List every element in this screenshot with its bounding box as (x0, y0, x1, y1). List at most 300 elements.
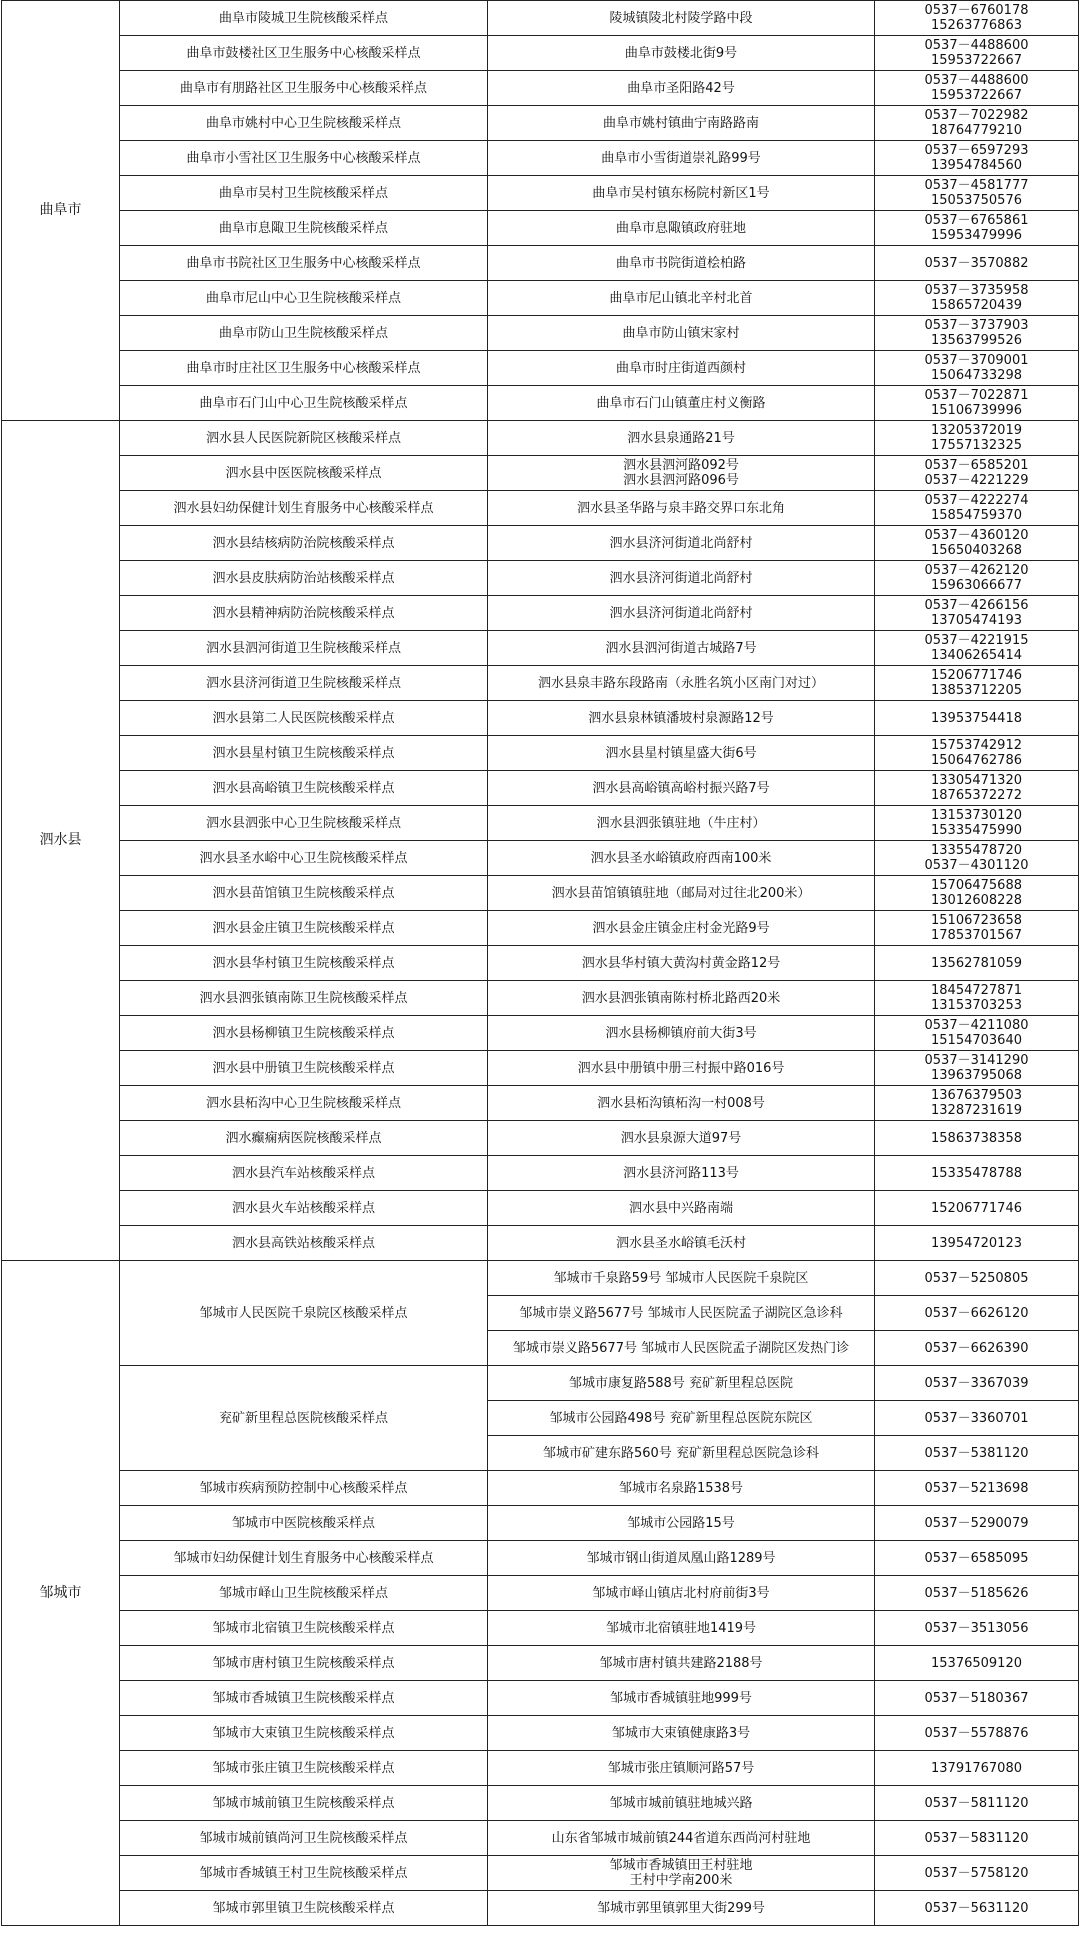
site-name-cell: 泗水县妇幼保健计划生育服务中心核酸采样点 (120, 491, 488, 526)
table-row (2, 806, 1079, 841)
site-name-cell: 泗水县汽车站核酸采样点 (120, 1156, 488, 1191)
table-row (2, 1611, 1079, 1646)
phone-number: 0537－5250805 (924, 1270, 1029, 1286)
address-line: 邹城市香城镇驻地999号 (610, 1690, 752, 1706)
address-cell (488, 1366, 875, 1401)
address-cell (488, 246, 875, 281)
phone-cell (875, 1016, 1079, 1051)
phone-number: 18765372272 (931, 788, 1022, 803)
site-name-cell: 曲阜市吴村卫生院核酸采样点 (120, 176, 488, 211)
phone-cell (875, 1366, 1079, 1401)
address-cell (488, 1156, 875, 1191)
phone-cell (875, 106, 1079, 141)
phone-number: 17853701567 (931, 928, 1022, 943)
table-row (2, 351, 1079, 386)
phone-number: 15206771746 (931, 668, 1022, 683)
address-line: 曲阜市书院街道桧柏路 (615, 255, 746, 271)
site-name-cell: 曲阜市尼山中心卫生院核酸采样点 (120, 281, 488, 316)
address-cell (488, 421, 875, 456)
phone-number: 15953479996 (931, 228, 1022, 243)
phone-number: 15154703640 (931, 1033, 1022, 1048)
phone-number: 15963066677 (931, 578, 1022, 593)
address-cell (488, 701, 875, 736)
phone-number: 18764779210 (931, 123, 1022, 138)
phone-cell (875, 631, 1079, 666)
phone-number: 0537－5213698 (924, 1480, 1029, 1496)
address-line: 泗水县泗张镇南陈村桥北路西20米 (581, 990, 781, 1006)
site-name-cell: 泗水县济河街道卫生院核酸采样点 (120, 666, 488, 701)
phone-number: 13153730120 (931, 808, 1022, 823)
site-name-cell: 泗水癫痫病医院核酸采样点 (120, 1121, 488, 1156)
site-name-cell: 泗水县高峪镇卫生院核酸采样点 (120, 771, 488, 806)
phone-number: 15206771746 (931, 1200, 1022, 1216)
address-line: 泗水县圣水峪镇毛沃村 (615, 1235, 746, 1251)
sampling-sites-body (2, 1, 1079, 1926)
phone-cell (875, 176, 1079, 211)
address-cell (488, 1856, 875, 1891)
phone-number: 0537－4488600 (924, 38, 1029, 53)
site-name-cell: 泗水县人民医院新院区核酸采样点 (120, 421, 488, 456)
address-cell (488, 561, 875, 596)
site-name-cell: 泗水县皮肤病防治站核酸采样点 (120, 561, 488, 596)
address-cell (488, 1331, 875, 1366)
site-name-cell: 邹城市香城镇王村卫生院核酸采样点 (120, 1856, 488, 1891)
phone-cell (875, 1191, 1079, 1226)
phone-cell (875, 1821, 1079, 1856)
phone-number: 15335478788 (931, 1165, 1022, 1181)
phone-number: 13705474193 (931, 613, 1022, 628)
address-line: 邹城市张庄镇顺河路57号 (607, 1760, 755, 1776)
phone-cell (875, 1226, 1079, 1261)
phone-cell (875, 771, 1079, 806)
address-line: 邹城市钢山街道凤凰山路1289号 (586, 1550, 776, 1566)
table-row (2, 911, 1079, 946)
table-row (2, 876, 1079, 911)
phone-cell (875, 386, 1079, 421)
address-line: 泗水县苗馆镇镇驻地（邮局对过往北200米） (551, 885, 811, 901)
phone-number: 0537－4211080 (924, 1018, 1029, 1033)
phone-number: 0537－4221229 (924, 473, 1029, 488)
area-cell: 曲阜市 (2, 1, 120, 421)
phone-number: 15064733298 (931, 368, 1022, 383)
table-row (2, 176, 1079, 211)
phone-number: 0537－4221915 (924, 633, 1029, 648)
site-name-cell: 泗水县泗张镇南陈卫生院核酸采样点 (120, 981, 488, 1016)
phone-cell (875, 526, 1079, 561)
address-cell (488, 1576, 875, 1611)
table-row (2, 1646, 1079, 1681)
phone-number: 13562781059 (931, 955, 1022, 971)
address-cell (488, 946, 875, 981)
address-line: 曲阜市息陬镇政府驻地 (615, 220, 746, 236)
address-cell (488, 1436, 875, 1471)
phone-cell (875, 806, 1079, 841)
phone-number: 15376509120 (931, 1655, 1022, 1671)
phone-number: 0537－7022871 (924, 388, 1029, 403)
phone-cell (875, 1121, 1079, 1156)
address-line: 泗水县圣华路与泉丰路交界口东北角 (576, 500, 785, 516)
address-line: 曲阜市姚村镇曲宁南路路南 (602, 115, 759, 131)
phone-number: 0537－3737903 (924, 318, 1029, 333)
phone-number: 15753742912 (931, 738, 1022, 753)
table-row (2, 106, 1079, 141)
site-name-cell: 曲阜市石门山中心卫生院核酸采样点 (120, 386, 488, 421)
address-line: 邹城市崇义路5677号 邹城市人民医院孟子湖院区发热门诊 (512, 1340, 850, 1356)
table-row (2, 211, 1079, 246)
site-name-cell: 泗水县金庄镇卫生院核酸采样点 (120, 911, 488, 946)
address-cell (488, 1086, 875, 1121)
sampling-sites-table (1, 0, 1079, 1926)
phone-cell (875, 1786, 1079, 1821)
address-line: 曲阜市时庄街道西颜村 (615, 360, 746, 376)
table-row (2, 1156, 1079, 1191)
table-row (2, 631, 1079, 666)
table-row (2, 1366, 1079, 1401)
phone-number: 13953754418 (931, 710, 1022, 726)
phone-number: 15650403268 (931, 543, 1022, 558)
phone-cell (875, 1856, 1079, 1891)
phone-cell (875, 456, 1079, 491)
address-cell (488, 1541, 875, 1576)
phone-number: 13563799526 (931, 333, 1022, 348)
phone-number: 0537－4262120 (924, 563, 1029, 578)
phone-cell (875, 1646, 1079, 1681)
phone-cell (875, 1401, 1079, 1436)
site-name-cell: 泗水县高铁站核酸采样点 (120, 1226, 488, 1261)
site-name-cell: 曲阜市时庄社区卫生服务中心核酸采样点 (120, 351, 488, 386)
phone-cell (875, 841, 1079, 876)
phone-cell (875, 71, 1079, 106)
address-line: 曲阜市小雪街道崇礼路99号 (601, 150, 761, 166)
phone-number: 15263776863 (931, 18, 1022, 33)
address-line: 泗水县泉林镇潘坡村泉源路12号 (588, 710, 774, 726)
phone-number: 0537－6765861 (924, 213, 1029, 228)
site-name-cell: 泗水县结核病防治院核酸采样点 (120, 526, 488, 561)
table-row (2, 281, 1079, 316)
address-line: 邹城市公园路498号 兖矿新里程总医院东院区 (549, 1410, 813, 1426)
phone-number: 13676379503 (931, 1088, 1022, 1103)
table-row (2, 1016, 1079, 1051)
address-line: 曲阜市吴村镇东杨院村新区1号 (592, 185, 770, 201)
site-name-cell: 泗水县精神病防治院核酸采样点 (120, 596, 488, 631)
phone-cell (875, 141, 1079, 176)
table-row (2, 736, 1079, 771)
address-cell (488, 1226, 875, 1261)
address-cell (488, 1646, 875, 1681)
phone-cell (875, 1051, 1079, 1086)
table-row (2, 1891, 1079, 1926)
site-name-cell: 邹城市城前镇卫生院核酸采样点 (120, 1786, 488, 1821)
phone-cell (875, 211, 1079, 246)
phone-cell (875, 1436, 1079, 1471)
phone-number: 0537－6626390 (924, 1340, 1029, 1356)
address-cell (488, 631, 875, 666)
address-cell (488, 1261, 875, 1296)
phone-number: 13954720123 (931, 1235, 1022, 1251)
phone-number: 13305471320 (931, 773, 1022, 788)
phone-number: 0537－4360120 (924, 528, 1029, 543)
phone-number: 13153703253 (931, 998, 1022, 1013)
address-line: 曲阜市圣阳路42号 (627, 80, 735, 96)
table-row (2, 386, 1079, 421)
address-cell (488, 281, 875, 316)
address-cell (488, 1, 875, 36)
site-name-cell: 曲阜市陵城卫生院核酸采样点 (120, 1, 488, 36)
phone-number: 13355478720 (931, 843, 1022, 858)
phone-number: 17557132325 (931, 438, 1022, 453)
phone-number: 15953722667 (931, 53, 1022, 68)
address-cell (488, 1051, 875, 1086)
site-name-cell: 泗水县苗馆镇卫生院核酸采样点 (120, 876, 488, 911)
table-row (2, 456, 1079, 491)
site-name-cell: 曲阜市鼓楼社区卫生服务中心核酸采样点 (120, 36, 488, 71)
phone-cell (875, 281, 1079, 316)
phone-cell (875, 1471, 1079, 1506)
phone-cell (875, 911, 1079, 946)
address-line: 泗水县泉通路21号 (627, 430, 735, 446)
address-line: 邹城市崇义路5677号 邹城市人民医院孟子湖院区急诊科 (519, 1305, 843, 1321)
phone-cell (875, 1576, 1079, 1611)
phone-number: 0537－4266156 (924, 598, 1029, 613)
table-row (2, 1086, 1079, 1121)
table-row (2, 1821, 1079, 1856)
phone-number: 13853712205 (931, 683, 1022, 698)
table-row (2, 71, 1079, 106)
phone-number: 0537－3141290 (924, 1053, 1029, 1068)
phone-number: 13954784560 (931, 158, 1022, 173)
phone-cell (875, 1891, 1079, 1926)
address-cell (488, 1121, 875, 1156)
phone-cell (875, 351, 1079, 386)
site-name-cell: 泗水县火车站核酸采样点 (120, 1191, 488, 1226)
table-row (2, 36, 1079, 71)
address-line: 陵城镇陵北村陵学路中段 (609, 10, 753, 26)
site-name-cell: 泗水县柘沟中心卫生院核酸采样点 (120, 1086, 488, 1121)
phone-number: 0537－6585201 (924, 458, 1029, 473)
address-cell (488, 981, 875, 1016)
table-row (2, 946, 1079, 981)
address-line: 泗水县星村镇星盛大街6号 (605, 745, 757, 761)
site-name-cell: 泗水县泗河街道卫生院核酸采样点 (120, 631, 488, 666)
table-row (2, 1191, 1079, 1226)
site-name-cell: 曲阜市姚村中心卫生院核酸采样点 (120, 106, 488, 141)
address-line: 邹城市矿建东路560号 兖矿新里程总医院急诊科 (543, 1445, 819, 1461)
phone-cell (875, 1681, 1079, 1716)
phone-number: 15064762786 (931, 753, 1022, 768)
address-cell (488, 1751, 875, 1786)
address-cell (488, 736, 875, 771)
phone-cell (875, 1751, 1079, 1786)
address-cell (488, 211, 875, 246)
phone-number: 0537－5185626 (924, 1585, 1029, 1601)
address-cell (488, 106, 875, 141)
address-cell (488, 1016, 875, 1051)
address-cell (488, 1611, 875, 1646)
table-row (2, 1681, 1079, 1716)
phone-cell (875, 1261, 1079, 1296)
phone-number: 0537－3735958 (924, 283, 1029, 298)
phone-number: 0537－3367039 (924, 1375, 1029, 1391)
table-row (2, 1716, 1079, 1751)
address-line: 泗水县柘沟镇柘沟一村008号 (597, 1095, 765, 1111)
address-line: 泗水县华村镇大黄沟村黄金路12号 (581, 955, 781, 971)
address-line: 泗水县泗河路092号 (623, 458, 739, 473)
phone-number: 0537－3709001 (924, 353, 1029, 368)
table-row (2, 1471, 1079, 1506)
site-name-cell: 曲阜市息陬卫生院核酸采样点 (120, 211, 488, 246)
site-name-cell: 泗水县第二人民医院核酸采样点 (120, 701, 488, 736)
phone-cell (875, 36, 1079, 71)
site-name-cell: 邹城市峄山卫生院核酸采样点 (120, 1576, 488, 1611)
phone-number: 0537－5290079 (924, 1515, 1029, 1531)
table-row (2, 1576, 1079, 1611)
site-name-cell: 泗水县泗张中心卫生院核酸采样点 (120, 806, 488, 841)
phone-number: 15953722667 (931, 88, 1022, 103)
phone-number: 15053750576 (931, 193, 1022, 208)
table-row (2, 1, 1079, 36)
site-name-cell: 兖矿新里程总医院核酸采样点 (120, 1366, 488, 1471)
table-row (2, 491, 1079, 526)
address-line: 邹城市峄山镇店北村府前街3号 (592, 1585, 770, 1601)
address-line: 泗水县金庄镇金庄村金光路9号 (592, 920, 770, 936)
phone-cell (875, 701, 1079, 736)
site-name-cell: 泗水县星村镇卫生院核酸采样点 (120, 736, 488, 771)
address-line: 泗水县济河街道北尚舒村 (609, 605, 753, 621)
table-row (2, 1506, 1079, 1541)
phone-cell (875, 596, 1079, 631)
address-cell (488, 526, 875, 561)
address-line: 泗水县泉丰路东段路南（永胜名筑小区南门对过） (537, 675, 824, 691)
address-line: 泗水县济河街道北尚舒村 (609, 570, 753, 586)
phone-number: 0537－4488600 (924, 73, 1029, 88)
address-line: 泗水县济河街道北尚舒村 (609, 535, 753, 551)
site-name-cell: 邹城市唐村镇卫生院核酸采样点 (120, 1646, 488, 1681)
phone-number: 0537－5578876 (924, 1725, 1029, 1741)
address-cell (488, 1296, 875, 1331)
site-name-cell: 曲阜市有朋路社区卫生服务中心核酸采样点 (120, 71, 488, 106)
address-line: 邹城市千泉路59号 邹城市人民医院千泉院区 (553, 1270, 809, 1286)
site-name-cell: 曲阜市防山卫生院核酸采样点 (120, 316, 488, 351)
address-cell (488, 666, 875, 701)
phone-number: 0537－7022982 (924, 108, 1029, 123)
phone-cell (875, 1611, 1079, 1646)
phone-cell (875, 1506, 1079, 1541)
phone-number: 15106739996 (931, 403, 1022, 418)
phone-number: 13963795068 (931, 1068, 1022, 1083)
site-name-cell: 邹城市张庄镇卫生院核酸采样点 (120, 1751, 488, 1786)
phone-number: 13791767080 (931, 1760, 1022, 1776)
address-line: 曲阜市尼山镇北辛村北首 (609, 290, 753, 306)
address-line: 邹城市北宿镇驻地1419号 (605, 1620, 757, 1636)
phone-number: 18454727871 (931, 983, 1022, 998)
address-cell (488, 176, 875, 211)
address-line: 邹城市香城镇田王村驻地 (609, 1858, 753, 1873)
address-line: 泗水县圣水峪镇政府西南100米 (590, 850, 772, 866)
phone-cell (875, 1541, 1079, 1576)
address-line: 王村中学南200米 (629, 1873, 733, 1888)
address-line: 邹城市郭里镇郭里大街299号 (597, 1900, 765, 1916)
phone-cell (875, 666, 1079, 701)
phone-number: 0537－6597293 (924, 143, 1029, 158)
table-row (2, 561, 1079, 596)
table-row (2, 596, 1079, 631)
phone-number: 15854759370 (931, 508, 1022, 523)
phone-number: 13406265414 (931, 648, 1022, 663)
phone-cell (875, 981, 1079, 1016)
address-cell (488, 841, 875, 876)
address-cell (488, 36, 875, 71)
address-cell (488, 771, 875, 806)
address-cell (488, 1506, 875, 1541)
area-cell: 邹城市 (2, 1261, 120, 1926)
address-cell (488, 386, 875, 421)
table-row (2, 246, 1079, 281)
address-cell (488, 911, 875, 946)
address-cell (488, 456, 875, 491)
table-row (2, 141, 1079, 176)
phone-number: 0537－4222274 (924, 493, 1029, 508)
address-line: 邹城市大束镇健康路3号 (611, 1725, 751, 1741)
site-name-cell: 泗水县中医医院核酸采样点 (120, 456, 488, 491)
table-row (2, 1121, 1079, 1156)
address-cell (488, 491, 875, 526)
phone-number: 0537－3570882 (924, 255, 1029, 271)
phone-cell (875, 246, 1079, 281)
site-name-cell: 曲阜市小雪社区卫生服务中心核酸采样点 (120, 141, 488, 176)
phone-number: 0537－4581777 (924, 178, 1029, 193)
site-name-cell: 泗水县中册镇卫生院核酸采样点 (120, 1051, 488, 1086)
phone-number: 0537－5811120 (924, 1795, 1029, 1811)
table-row (2, 1856, 1079, 1891)
address-line: 邹城市唐村镇共建路2188号 (599, 1655, 763, 1671)
address-line: 邹城市名泉路1538号 (618, 1480, 744, 1496)
phone-number: 0537－5381120 (924, 1445, 1029, 1461)
address-line: 邹城市城前镇驻地城兴路 (609, 1795, 753, 1811)
phone-cell (875, 1296, 1079, 1331)
address-cell (488, 1716, 875, 1751)
address-cell (488, 596, 875, 631)
address-cell (488, 1786, 875, 1821)
phone-number: 0537－5180367 (924, 1690, 1029, 1706)
phone-number: 13287231619 (931, 1103, 1022, 1118)
phone-cell (875, 491, 1079, 526)
phone-cell (875, 1156, 1079, 1191)
phone-number: 0537－5758120 (924, 1865, 1029, 1881)
table-row (2, 701, 1079, 736)
table-row (2, 421, 1079, 456)
address-line: 曲阜市防山镇宋家村 (622, 325, 740, 341)
phone-cell (875, 561, 1079, 596)
site-name-cell: 邹城市中医院核酸采样点 (120, 1506, 488, 1541)
phone-number: 0537－6585095 (924, 1550, 1029, 1566)
table-row (2, 1051, 1079, 1086)
table-row (2, 1226, 1079, 1261)
table-row (2, 771, 1079, 806)
site-name-cell: 泗水县圣水峪中心卫生院核酸采样点 (120, 841, 488, 876)
table-row (2, 981, 1079, 1016)
address-line: 曲阜市鼓楼北街9号 (624, 45, 738, 61)
phone-number: 13205372019 (931, 423, 1022, 438)
address-cell (488, 1681, 875, 1716)
phone-cell (875, 736, 1079, 771)
area-cell: 泗水县 (2, 421, 120, 1261)
address-cell (488, 876, 875, 911)
address-cell (488, 1891, 875, 1926)
table-row (2, 666, 1079, 701)
address-cell (488, 806, 875, 841)
table-row (2, 1786, 1079, 1821)
site-name-cell: 邹城市城前镇尚河卫生院核酸采样点 (120, 1821, 488, 1856)
